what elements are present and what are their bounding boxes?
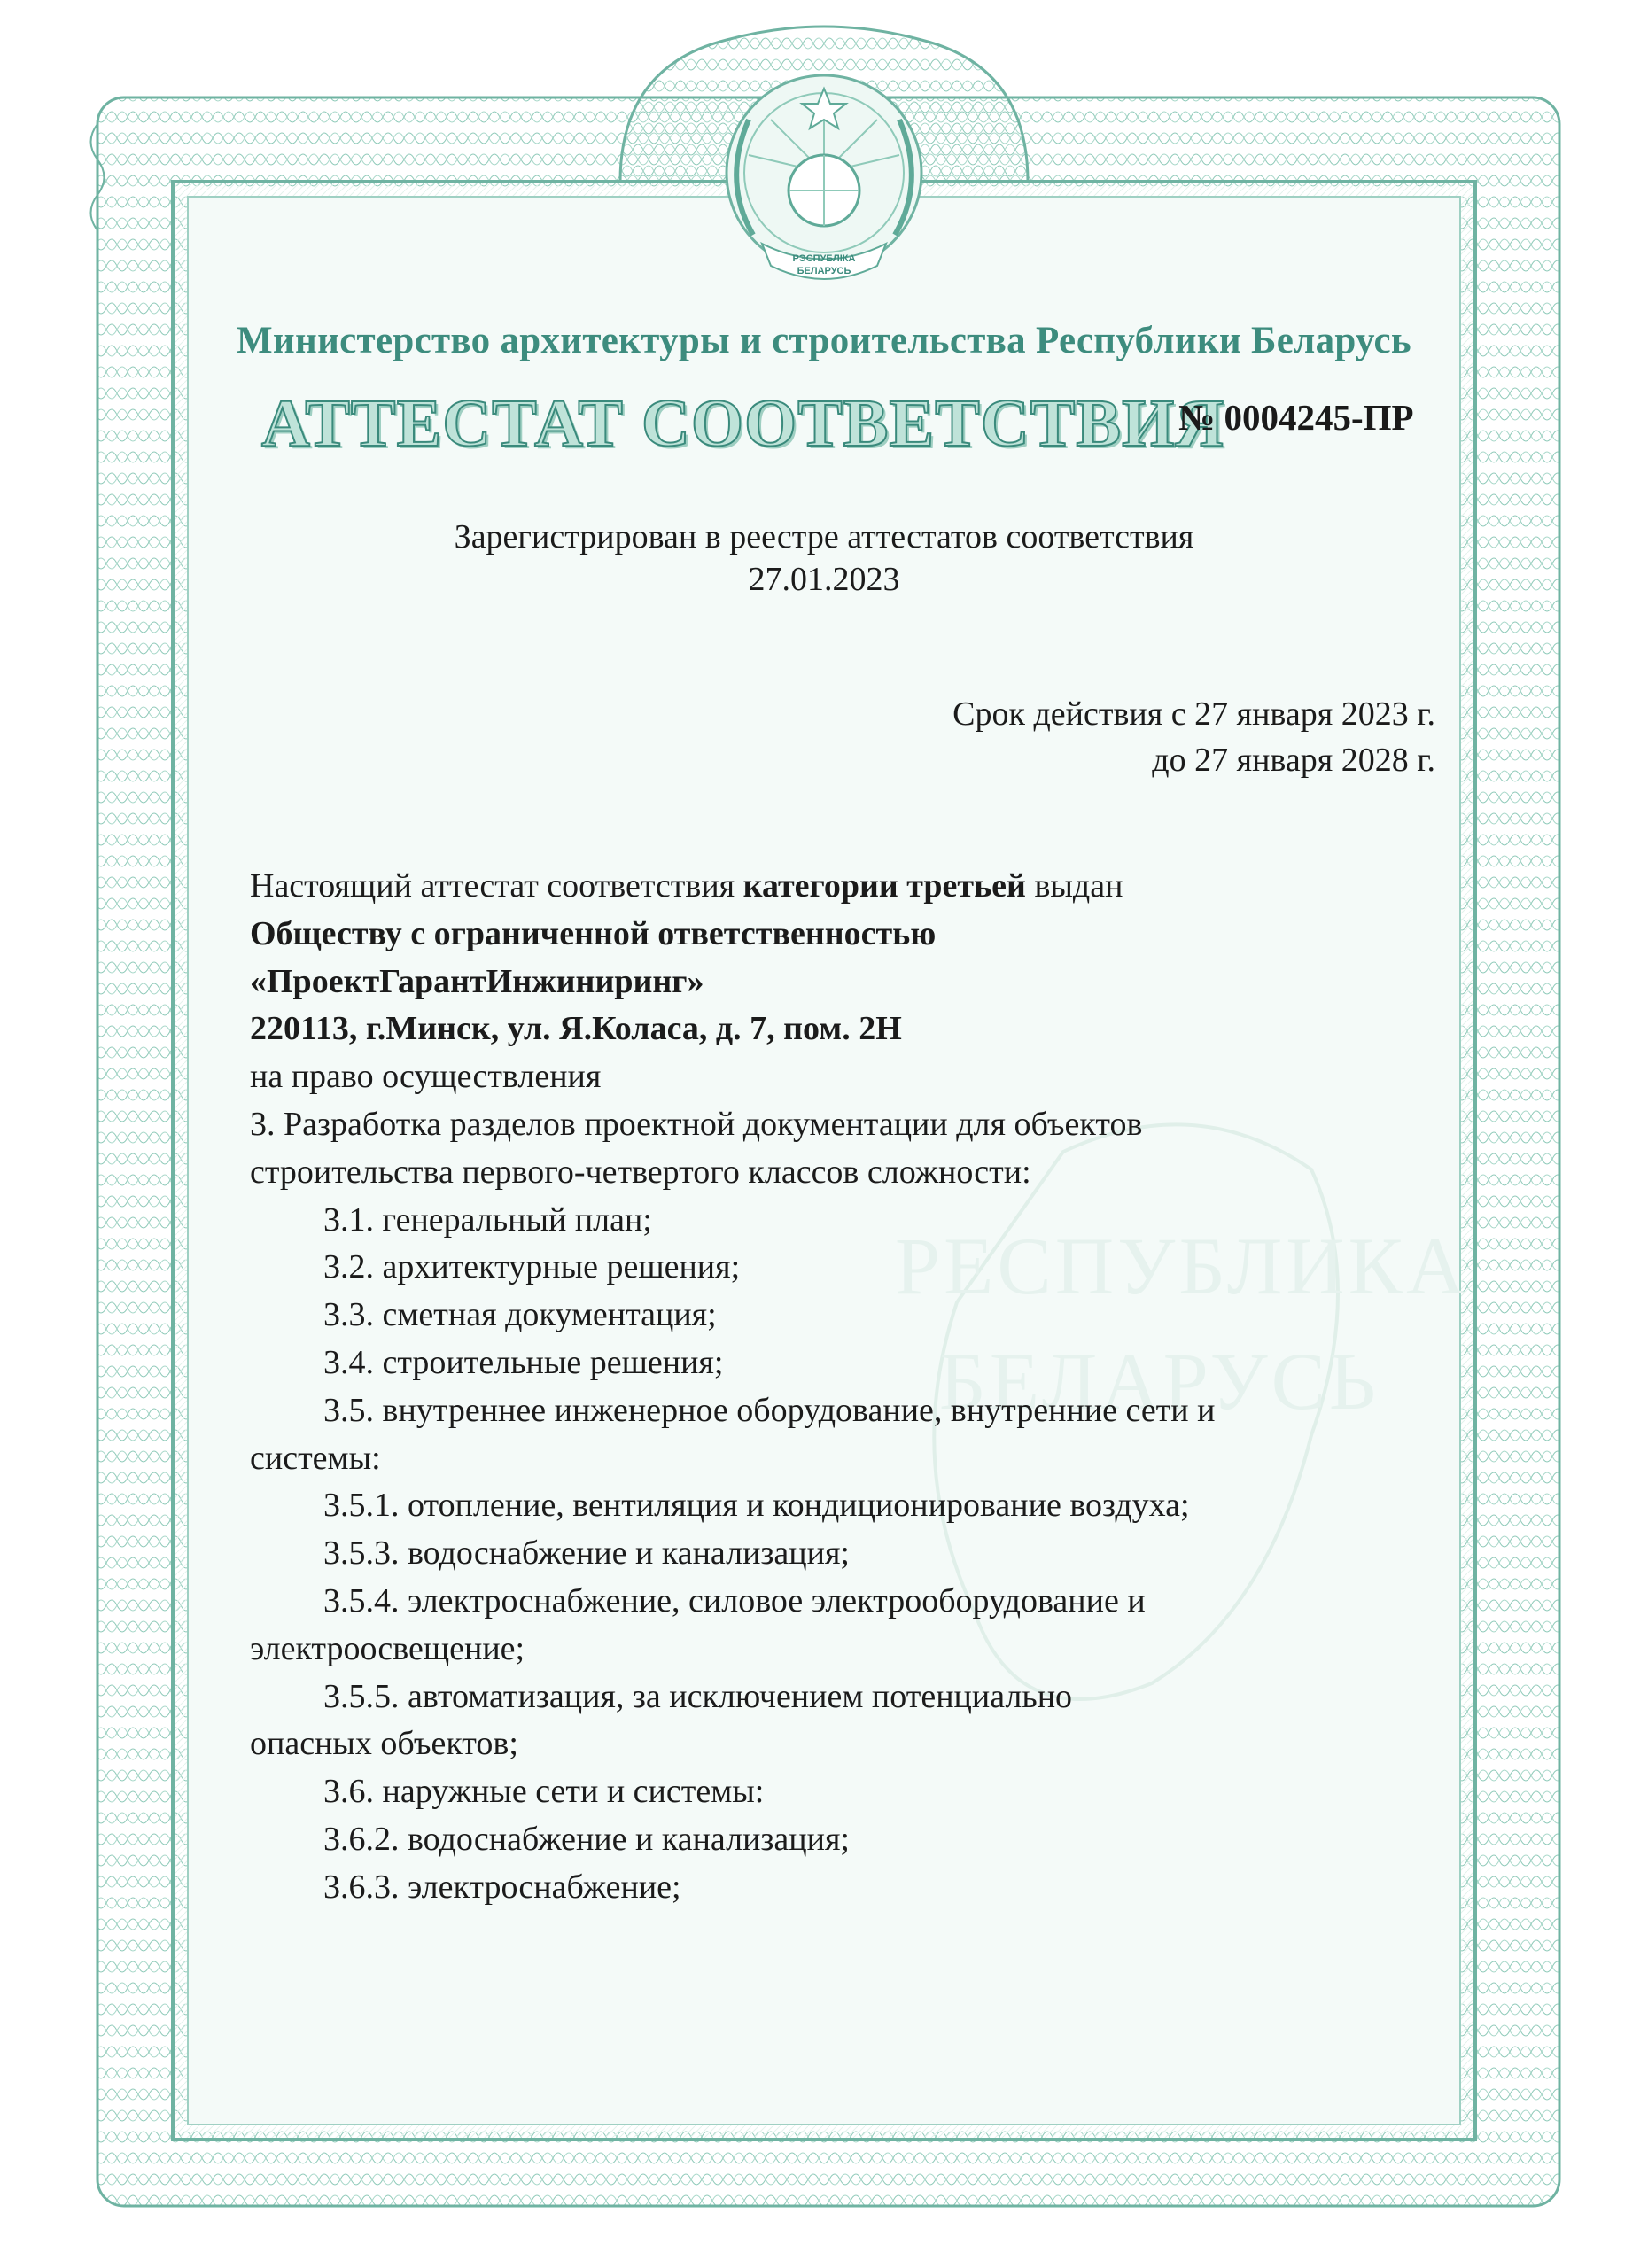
organization-line-2: «ПроектГарантИнжиниринг»: [250, 962, 704, 1000]
item-3-6: 3.6. наружные сети и системы:: [323, 1773, 765, 1811]
item-3-5-1: 3.5.1. отопление, вентиляция и кондиционирование воздуха;: [323, 1487, 1190, 1525]
item-3-5-5-line-1: 3.5.5. автоматизация, за исключением потенциально: [323, 1677, 1073, 1715]
item-3-4: 3.4. строительные решения;: [323, 1343, 724, 1381]
validity-from: Срок действия с 27 января 2023 г.: [952, 695, 1435, 733]
organization-address: 220113, г.Минск, ул. Я.Коласа, д. 7, пом. 2Н: [250, 1010, 902, 1048]
section-3-line-2: строительства первого-четвертого классов сложности:: [250, 1153, 1031, 1191]
registration-block: [0, 516, 1648, 601]
emblem-ribbon-text-2: БЕЛАРУСЬ: [797, 266, 851, 276]
validity-block: [952, 691, 1435, 783]
item-3-5-line-2: системы:: [250, 1439, 381, 1477]
item-3-5-4-line-1: 3.5.4. электроснабжение, силовое электрооборудование и: [323, 1581, 1146, 1619]
registration-line: Зарегистрирован в реестре аттестатов соответствия: [454, 518, 1194, 555]
organization-line-1: Обществу с ограниченной ответственностью: [250, 914, 937, 952]
item-3-1: 3.1. генеральный план;: [323, 1200, 652, 1239]
item-3-3: 3.3. сметная документация;: [323, 1296, 717, 1334]
intro-line: [250, 863, 1215, 911]
ministry-name: Министерство архитектуры и строительства Республики Беларусь: [237, 320, 1411, 361]
item-3-2: 3.2. архитектурные решения;: [323, 1248, 741, 1286]
watermark-line-1: РЕСПУБЛИКА: [895, 1221, 1469, 1311]
right-label: на право осуществления: [250, 1058, 602, 1096]
item-3-5-5-line-2: опасных объектов;: [250, 1725, 518, 1763]
certificate-body: [250, 863, 1215, 1912]
item-3-6-2: 3.6.2. водоснабжение и канализация;: [323, 1820, 850, 1858]
certificate-number: № 0004245-ПР: [1178, 397, 1414, 438]
item-3-5-line-1: 3.5. внутреннее инженерное оборудование, внутренние сети и: [323, 1391, 1216, 1429]
intro-suffix: выдан: [1025, 867, 1123, 905]
intro-prefix: Настоящий аттестат соответствия: [250, 867, 743, 905]
item-3-6-3: 3.6.3. электроснабжение;: [323, 1868, 681, 1906]
registration-date: 27.01.2023: [748, 561, 900, 598]
item-3-5-4-line-2: электроосвещение;: [250, 1629, 525, 1667]
intro-category: категории третьей: [742, 867, 1026, 905]
emblem-ribbon-text-1: РЭСПУБЛІКА: [792, 253, 856, 264]
certificate-title: АТТЕСТАТ СООТВЕТСТВИЯ: [261, 386, 1225, 461]
validity-to: до 27 января 2028 г.: [1152, 742, 1435, 779]
watermark-line-2: БЕЛАРУСЬ: [939, 1336, 1380, 1426]
item-3-5-3: 3.5.3. водоснабжение и канализация;: [323, 1534, 850, 1573]
section-3-line-1: 3. Разработка разделов проектной документации для объектов: [250, 1105, 1143, 1143]
